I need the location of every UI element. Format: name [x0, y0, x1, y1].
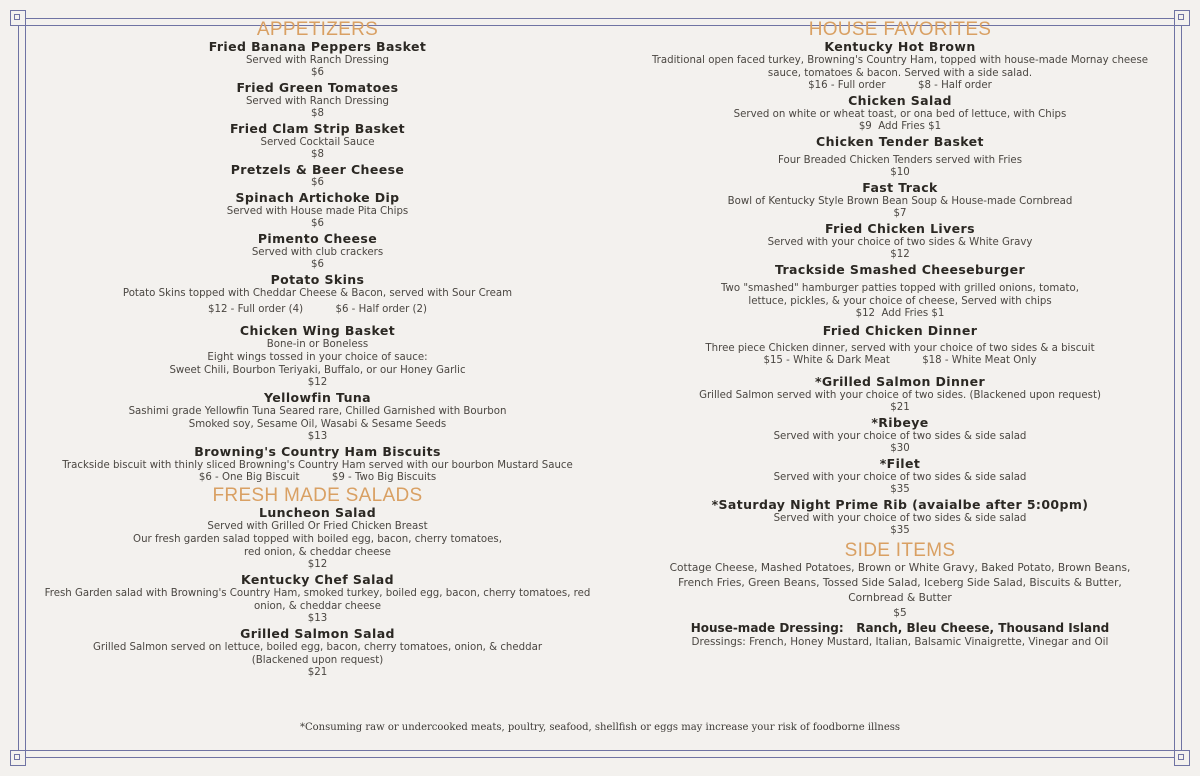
item-price: $13 — [307, 613, 328, 624]
item-price: $8 — [311, 149, 324, 160]
item-description: lettuce, pickles, & your choice of cheese, Served with chips — [748, 296, 1052, 307]
item-description: Served with your choice of two sides & side salad — [773, 472, 1027, 483]
item-description: Eight wings tossed in your choice of sauce: — [207, 352, 428, 363]
menu-item — [615, 94, 1185, 133]
item-price: $10 — [890, 167, 910, 178]
menu-item — [615, 181, 1185, 220]
item-name: Fried Banana Peppers Basket — [208, 39, 427, 54]
menu-item — [30, 191, 605, 230]
item-price: $15 - White & Dark Meat $18 - White Meat Only — [763, 355, 1037, 366]
item-description: Grilled Salmon served on lettuce, boiled egg, bacon, cherry tomatoes, onion, & cheddar — [92, 642, 543, 653]
menu-item — [30, 273, 605, 316]
item-name: Yellowfin Tuna — [263, 390, 372, 405]
item-name: Kentucky Chef Salad — [241, 572, 394, 587]
item-price: $21 — [307, 667, 328, 678]
item-price: $16 - Full order $8 - Half order — [808, 80, 992, 91]
item-description: Bowl of Kentucky Style Brown Bean Soup & House-made Cornbread — [727, 196, 1073, 207]
menu-item — [615, 263, 1185, 320]
item-price: $6 — [311, 67, 324, 78]
item-description: Our fresh garden salad topped with boiled egg, bacon, cherry tomatoes, — [133, 534, 502, 545]
item-name: Fried Chicken Dinner — [822, 323, 978, 338]
item-description: Served with your choice of two sides & side salad — [773, 513, 1027, 524]
item-name: Fast Track — [862, 180, 938, 195]
dressing-options: Dressings: French, Honey Mustard, Italian, Balsamic Vinaigrette, Vinegar and Oil — [691, 636, 1109, 648]
item-description: Trackside biscuit with thinly sliced Browning's Country Ham served with our bourbon Mustard Sauce — [62, 460, 573, 471]
item-name: Fried Clam Strip Basket — [230, 121, 405, 136]
item-description: Bone-in or Boneless — [266, 339, 369, 350]
item-price: $35 — [890, 525, 910, 536]
menu-item — [30, 122, 605, 161]
item-name: Fried Chicken Livers — [825, 221, 975, 236]
sides-list-line: Cottage Cheese, Mashed Potatoes, Brown or White Gravy, Baked Potato, Brown Beans, — [669, 562, 1131, 574]
item-description: Four Breaded Chicken Tenders served with Fries — [777, 155, 1023, 166]
item-name: Potato Skins — [270, 272, 365, 287]
item-description: Served with Ranch Dressing — [245, 96, 390, 107]
item-description: Three piece Chicken dinner, served with your choice of two sides & a biscuit — [705, 343, 1095, 354]
item-description: Served with your choice of two sides & side salad — [773, 431, 1027, 442]
side-items-title: SIDE ITEMS — [844, 540, 956, 561]
item-description: Potato Skins topped with Cheddar Cheese & Bacon, served with Sour Cream — [122, 288, 513, 299]
menu-item — [30, 163, 605, 189]
item-description: Served with Ranch Dressing — [245, 55, 390, 66]
sides-list-line: French Fries, Green Beans, Tossed Side Salad, Iceberg Side Salad, Biscuits & Butter, — [678, 577, 1122, 589]
menu-item — [615, 135, 1185, 179]
item-description: (Blackened upon request) — [251, 655, 384, 666]
menu-item — [30, 81, 605, 120]
appetizers-title: APPETIZERS — [256, 19, 379, 40]
item-price: $6 - One Big Biscuit $9 - Two Big Biscuits — [198, 472, 437, 483]
item-description: Served Cocktail Sauce — [260, 137, 375, 148]
menu-item — [615, 222, 1185, 261]
right-column — [615, 20, 1185, 649]
item-description: Fresh Garden salad with Browning's Country Ham, smoked turkey, boiled egg, bacon, cherry tomatoes, red — [44, 588, 591, 599]
salads-title: FRESH MADE SALADS — [212, 485, 423, 506]
item-price: $30 — [890, 443, 910, 454]
item-name: *Filet — [879, 456, 921, 471]
item-name: *Saturday Night Prime Rib (avaialbe after 5:00pm) — [711, 497, 1089, 512]
foodborne-illness-disclaimer: *Consuming raw or undercooked meats, poultry, seafood, shellfish or eggs may increase your risk of foodborne illness — [299, 722, 901, 733]
menu-item — [30, 506, 605, 571]
item-name: Chicken Wing Basket — [239, 323, 396, 338]
item-description: Sweet Chili, Bourbon Teriyaki, Buffalo, or our Honey Garlic — [169, 365, 466, 376]
item-price: $12 — [890, 249, 910, 260]
item-price: $6 — [311, 259, 324, 270]
item-name: Trackside Smashed Cheeseburger — [774, 262, 1026, 277]
sides-price: $5 — [893, 607, 907, 619]
menu-item — [615, 416, 1185, 455]
menu-item — [615, 498, 1185, 537]
item-price: $12 Add Fries $1 — [855, 308, 945, 319]
item-price: $6 — [311, 177, 324, 188]
item-price: $7 — [893, 208, 907, 219]
item-name: Grilled Salmon Salad — [240, 626, 395, 641]
item-name: Chicken Tender Basket — [816, 134, 984, 149]
item-price: $13 — [307, 431, 328, 442]
item-price: $12 — [307, 377, 328, 388]
item-description: Served with your choice of two sides & White Gravy — [767, 237, 1033, 248]
item-name: *Ribeye — [871, 415, 929, 430]
menu-item — [30, 391, 605, 443]
item-description: Served with Grilled Or Fried Chicken Breast — [207, 521, 428, 532]
left-column — [30, 20, 605, 681]
item-description: Smoked soy, Sesame Oil, Wasabi & Sesame Seeds — [188, 419, 447, 430]
item-description: Two "smashed" hamburger patties topped with grilled onions, tomato, — [721, 283, 1079, 294]
sides-list-line: Cornbread & Butter — [848, 592, 952, 604]
item-description: Served with House made Pita Chips — [226, 206, 409, 217]
corner-ornament-bottom-right — [1174, 750, 1190, 766]
item-price: $21 — [890, 402, 910, 413]
item-description: red onion, & cheddar cheese — [244, 547, 391, 558]
menu-item — [615, 457, 1185, 496]
item-price: $8 — [311, 108, 324, 119]
menu-item — [30, 445, 605, 484]
item-price: $12 — [307, 559, 328, 570]
item-name: Chicken Salad — [848, 93, 952, 108]
item-name: Luncheon Salad — [258, 505, 377, 520]
item-description: Grilled Salmon served with your choice of two sides. (Blackened upon request) — [699, 390, 1101, 401]
menu-item — [615, 375, 1185, 414]
menu-item — [30, 573, 605, 625]
item-name: Pimento Cheese — [257, 231, 378, 246]
item-name: Fried Green Tomatoes — [236, 80, 399, 95]
item-name: Kentucky Hot Brown — [824, 39, 976, 54]
house-dressing-heading: House-made Dressing: Ranch, Bleu Cheese, Thousand Island — [690, 621, 1110, 635]
menu-item — [30, 627, 605, 679]
house-favorites-title: HOUSE FAVORITES — [808, 19, 992, 40]
corner-ornament-bottom-left — [10, 750, 26, 766]
item-name: Spinach Artichoke Dip — [235, 190, 400, 205]
item-price: $6 — [311, 218, 324, 229]
item-description: Served on white or wheat toast, or ona bed of lettuce, with Chips — [733, 109, 1067, 120]
item-description: onion, & cheddar cheese — [254, 601, 381, 612]
menu-item — [615, 40, 1185, 92]
item-name: Pretzels & Beer Cheese — [230, 162, 405, 177]
menu-item — [30, 324, 605, 389]
item-price: $12 - Full order (4) $6 - Half order (2) — [208, 304, 427, 315]
item-description: Traditional open faced turkey, Browning's Country Ham, topped with house-made Mornay cheese — [651, 55, 1149, 66]
menu-item — [30, 232, 605, 271]
corner-ornament-top-left — [10, 10, 26, 26]
menu-item — [30, 40, 605, 79]
item-price: $9 Add Fries $1 — [858, 121, 942, 132]
item-description: Sashimi grade Yellowfin Tuna Seared rare, Chilled Garnished with Bourbon — [128, 406, 507, 417]
item-price: $35 — [890, 484, 910, 495]
item-name: Browning's Country Ham Biscuits — [194, 444, 441, 459]
item-description: sauce, tomatoes & bacon. Served with a side salad. — [767, 68, 1033, 79]
menu-item — [615, 324, 1185, 367]
item-name: *Grilled Salmon Dinner — [814, 374, 986, 389]
item-description: Served with club crackers — [251, 247, 384, 258]
